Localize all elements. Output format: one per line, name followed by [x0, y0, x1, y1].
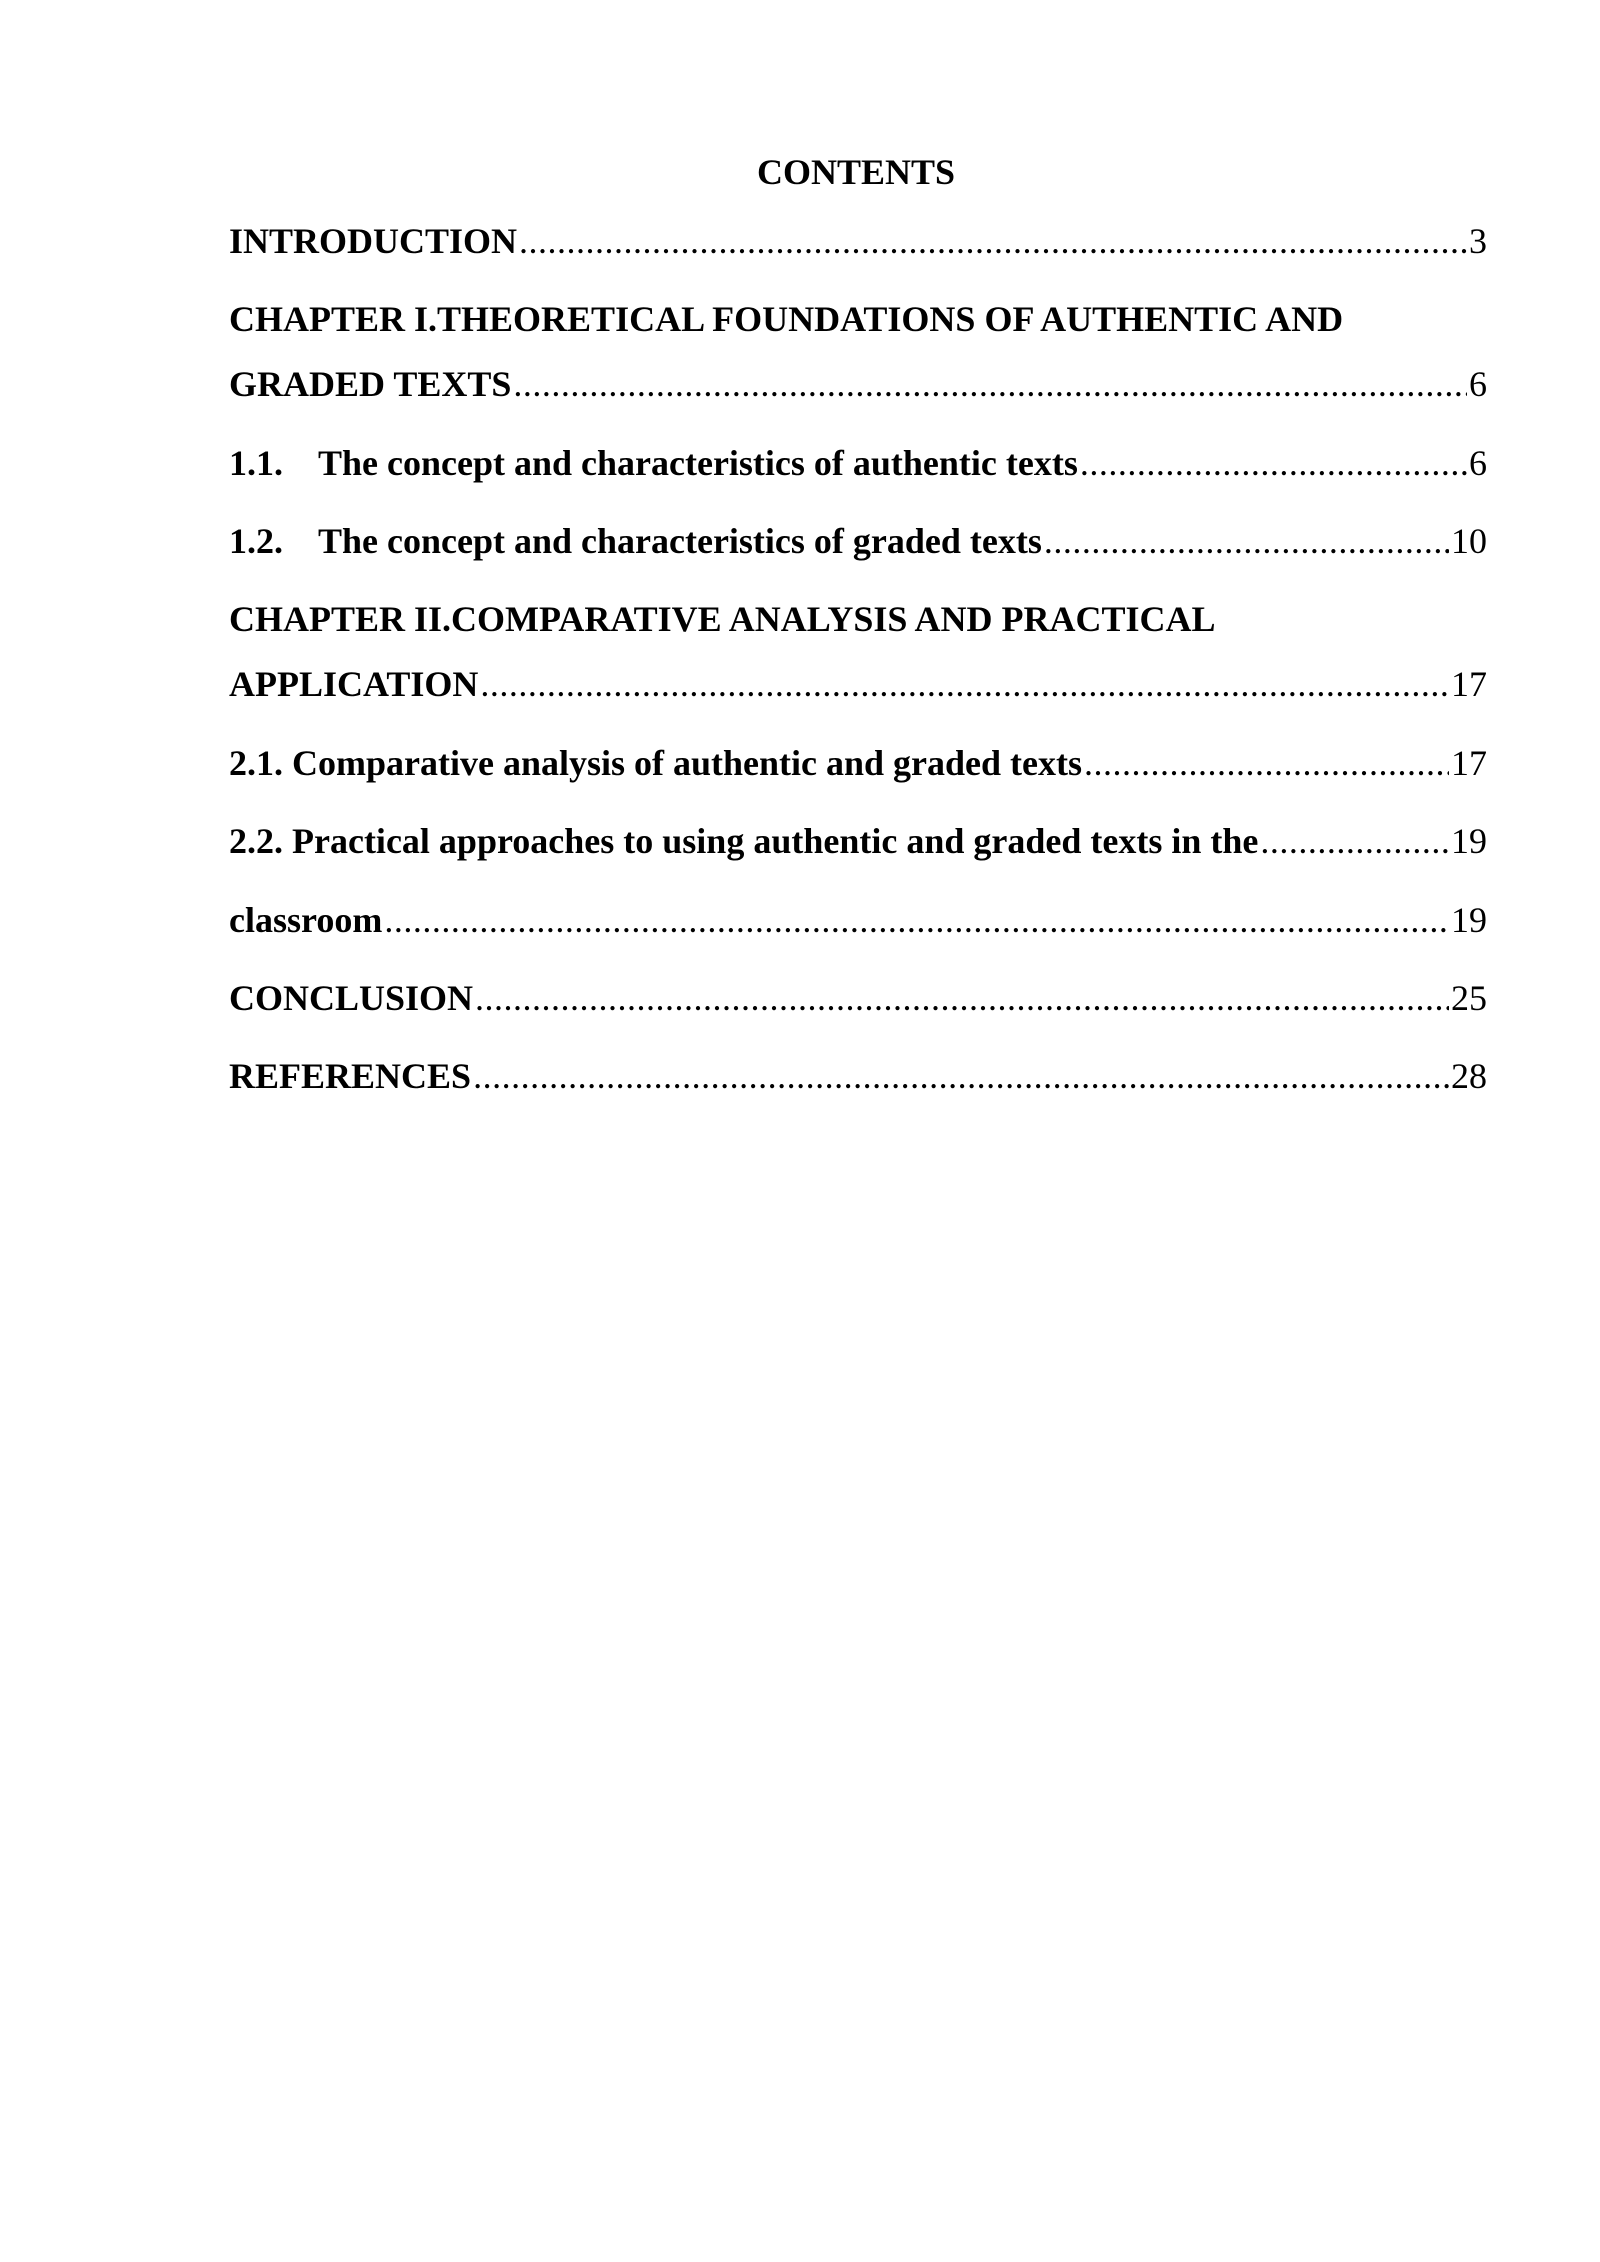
dot-leader	[513, 359, 1467, 409]
section-title: The concept and characteristics of authentic texts	[318, 443, 1078, 483]
toc-entry-text	[229, 516, 1042, 566]
toc-title: CONTENTS	[756, 152, 956, 192]
dot-leader	[1260, 816, 1449, 866]
dot-leader	[475, 973, 1449, 1023]
toc-entry-page: 19	[1451, 900, 1487, 940]
dot-leader	[1080, 438, 1467, 488]
toc-entry-references[interactable]	[229, 1051, 1487, 1101]
toc-entry-text: CHAPTER I.THEORETICAL FOUNDATIONS OF AUTHENTIC AND	[229, 299, 1344, 339]
dot-leader	[384, 895, 1449, 945]
toc-entry-section-1-1[interactable]	[229, 438, 1487, 488]
toc-entry-section-2-2[interactable]	[229, 816, 1487, 866]
toc-entry-text: GRADED TEXTS	[229, 364, 512, 404]
toc-entry-chapter-1[interactable]	[229, 294, 1487, 344]
dot-leader	[1084, 738, 1449, 788]
dot-leader	[1044, 516, 1449, 566]
toc-entry-page: 6	[1469, 364, 1487, 404]
toc-entry-page: 17	[1451, 664, 1487, 704]
dot-leader	[473, 1051, 1449, 1101]
toc-entry-chapter-2[interactable]	[229, 594, 1487, 644]
toc-entry-text: CONCLUSION	[229, 978, 474, 1018]
section-number: 1.2.	[229, 521, 283, 561]
toc-entry-page: 28	[1451, 1056, 1487, 1096]
toc-entry-conclusion[interactable]	[229, 973, 1487, 1023]
toc-entry-text: INTRODUCTION	[229, 221, 518, 261]
toc-entry-chapter-1-continued[interactable]	[229, 359, 1487, 409]
toc-entry-text: CHAPTER II.COMPARATIVE ANALYSIS AND PRACTICAL	[229, 599, 1216, 639]
toc-entry-introduction[interactable]	[229, 216, 1487, 266]
toc-entry-page: 3	[1469, 221, 1487, 261]
toc-entry-chapter-2-continued[interactable]	[229, 659, 1487, 709]
toc-entry-text: 2.2. Practical approaches to using authentic and graded texts in the	[229, 821, 1259, 861]
toc-entry-section-1-2[interactable]	[229, 516, 1487, 566]
toc-entry-text	[229, 438, 1078, 488]
dot-leader	[480, 659, 1449, 709]
section-number: 1.1.	[229, 443, 283, 483]
toc-entry-page: 19	[1451, 821, 1487, 861]
toc-entry-section-2-2-continued[interactable]	[229, 895, 1487, 945]
toc-entry-section-2-1[interactable]	[229, 738, 1487, 788]
toc-entry-page: 6	[1469, 443, 1487, 483]
toc-entry-text: REFERENCES	[229, 1056, 472, 1096]
dot-leader	[519, 216, 1467, 266]
toc-entry-page: 10	[1451, 521, 1487, 561]
toc-entry-page: 17	[1451, 743, 1487, 783]
toc-entry-text: classroom	[229, 900, 383, 940]
toc-entry-text: 2.1. Comparative analysis of authentic and graded texts	[229, 743, 1082, 783]
toc-entry-text: APPLICATION	[229, 664, 479, 704]
section-title: The concept and characteristics of graded texts	[318, 521, 1042, 561]
toc-entry-page: 25	[1451, 978, 1487, 1018]
